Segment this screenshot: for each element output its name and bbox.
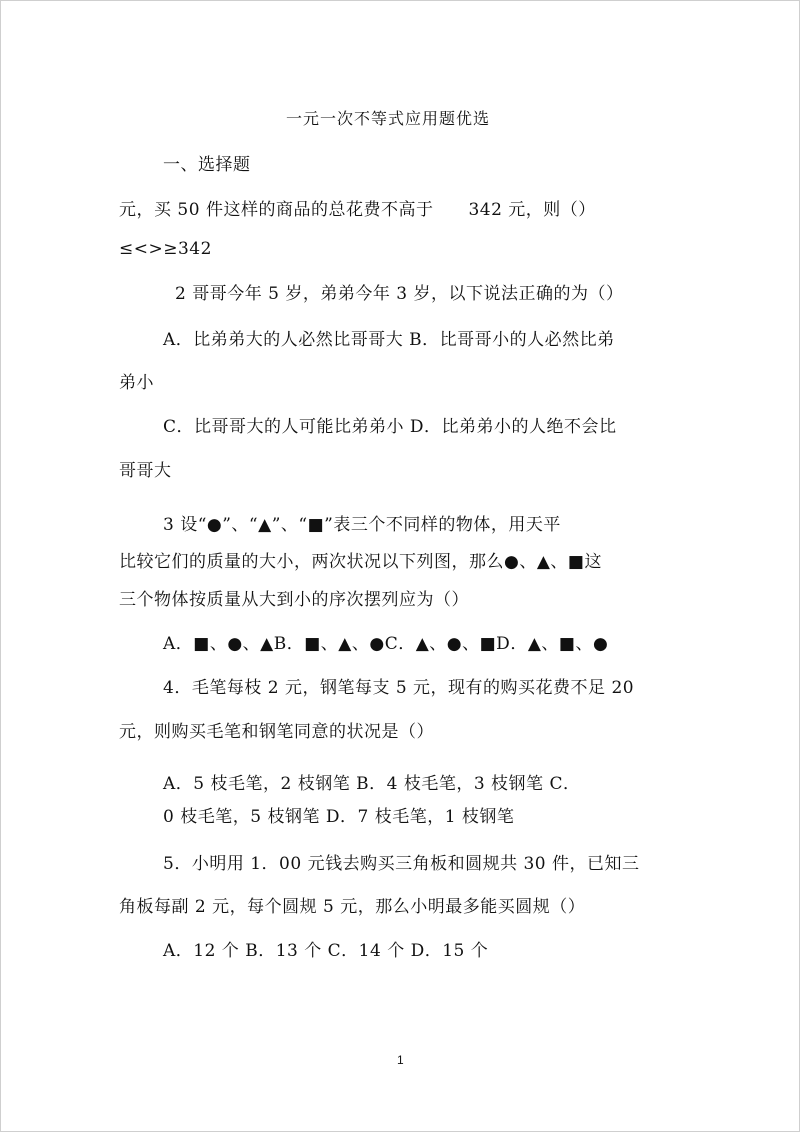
question-2-options-cd: C．比哥哥大的人可能比弟弟小 D．比弟弟小的人绝不会比 <box>163 417 617 437</box>
question-2-stem: 2 哥哥今年 5 岁，弟弟今年 3 岁，以下说法正确的为（） <box>175 284 624 304</box>
question-3-stem-1: 3 设“●”、“▲”、“■”表三个不同样的物体，用天平 <box>163 515 561 535</box>
question-1-options: ≤<>≥342 <box>119 239 212 259</box>
section-heading: 一、选择题 <box>163 155 251 175</box>
question-3-options: A．■、●、▲B．■、▲、●C．▲、●、■D．▲、■、● <box>163 634 609 654</box>
question-2-options-cd-cont: 哥哥大 <box>119 461 172 481</box>
document-title: 一元一次不等式应用题优选 <box>286 109 491 128</box>
question-3-stem-2: 比较它们的质量的大小，两次状况以下列图，那么●、▲、■这 <box>119 552 602 572</box>
question-5-stem-2: 角板每副 2 元，每个圆规 5 元，那么小明最多能买圆规（） <box>119 897 586 917</box>
question-4-stem-2: 元，则购买毛笔和钢笔同意的状况是（） <box>119 722 434 742</box>
question-5-options: A．12 个 B．13 个 C．14 个 D．15 个 <box>163 941 489 961</box>
question-2-options-ab-cont: 弟小 <box>119 373 154 393</box>
question-3-stem-3: 三个物体按质量从大到小的序次摆列应为（） <box>119 590 469 610</box>
question-4-options-2: 0 枝毛笔，5 枝钢笔 D．7 枝毛笔，1 枝钢笔 <box>163 807 515 827</box>
question-4-stem-1: 4．毛笔每枝 2 元，钢笔每支 5 元，现有的购买花费不足 20 <box>163 678 635 698</box>
question-1-stem: 元，买 50 件这样的商品的总花费不高于 342 元，则（） <box>119 200 596 220</box>
question-5-stem-1: 5．小明用 1．00 元钱去购买三角板和圆规共 30 件，已知三 <box>163 854 640 874</box>
page-number: 1 <box>397 1053 404 1067</box>
question-4-options-1: A．5 枝毛笔，2 枝钢笔 B．4 枝毛笔，3 枝钢笔 C． <box>163 774 581 794</box>
question-2-options-ab: A．比弟弟大的人必然比哥哥大 B．比哥哥小的人必然比弟 <box>163 330 615 350</box>
